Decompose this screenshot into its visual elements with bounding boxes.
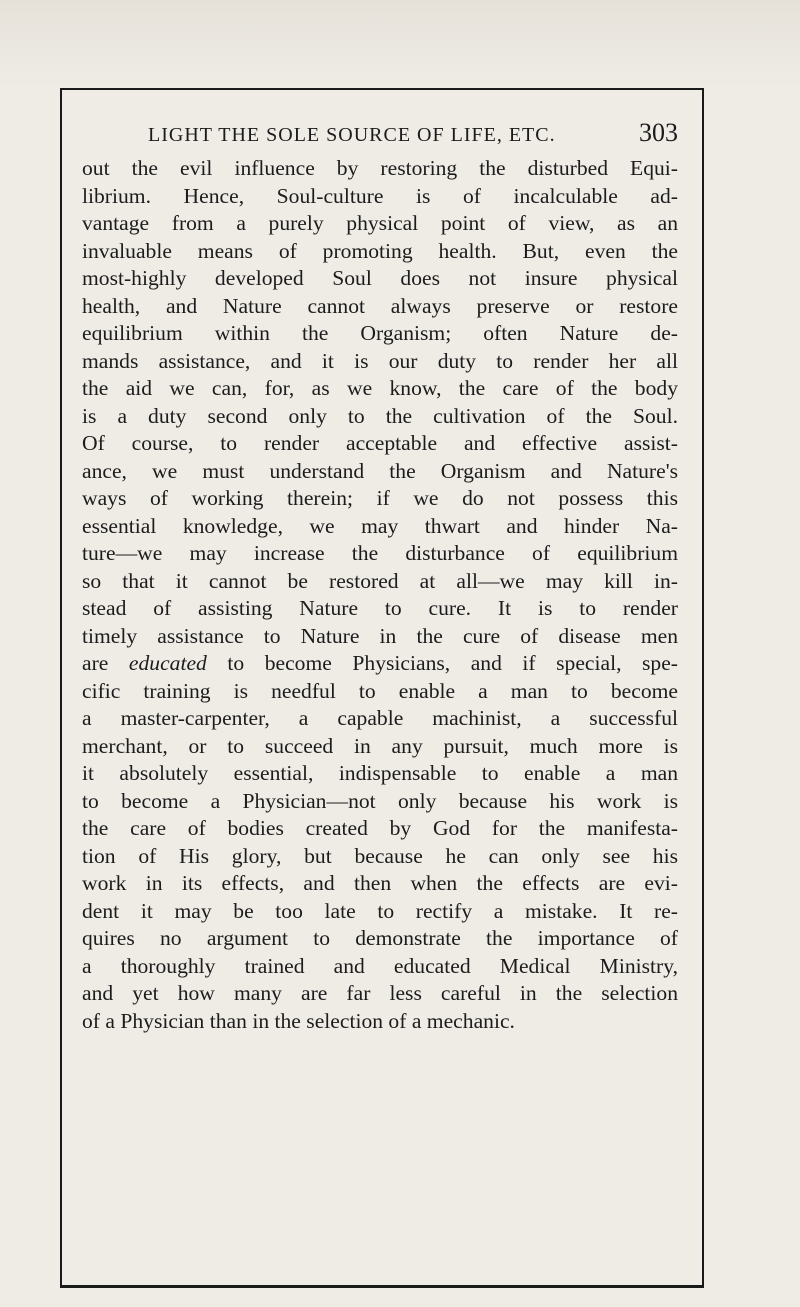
page-gutter-shading <box>0 0 800 90</box>
page-number: 303 <box>639 118 678 147</box>
text-line: stead of assisting Nature to cure. It is to render <box>82 596 678 620</box>
text-line: most-highly developed Soul does not insure physical <box>82 266 678 290</box>
text-line: of a Physician than in the selection of a mechanic. <box>82 1008 515 1033</box>
running-title: LIGHT THE SOLE SOURCE OF LIFE, ETC. <box>148 124 556 146</box>
text-line: invaluable means of promoting health. But, even the <box>82 238 678 263</box>
text-line: the care of bodies created by God for the manifesta- <box>82 816 678 840</box>
text-line: ture—we may increase the disturbance of equilibrium <box>82 541 678 565</box>
text-line: dent it may be too late to rectify a mistake. It re- <box>82 898 678 923</box>
text-line: equilibrium within the Organism; often Nature de- <box>82 321 678 345</box>
text-line-with-emphasis <box>82 650 678 678</box>
emphasized-word: educated <box>128 651 207 675</box>
body-paragraph <box>82 155 678 1035</box>
text-line: it absolutely essential, indispensable to enable a man <box>82 761 678 785</box>
text-line: merchant, or to succeed in any pursuit, much more is <box>82 733 678 758</box>
text-line: librium. Hence, Soul-culture is of incalculable ad- <box>82 183 678 208</box>
text-line: timely assistance to Nature in the cure of disease men <box>82 623 678 648</box>
text-line: a thoroughly trained and educated Medical Ministry, <box>82 953 678 978</box>
text-line: vantage from a purely physical point of view, as an <box>82 211 678 235</box>
text-line: tion of His glory, but because he can only see his <box>82 843 678 868</box>
text-line: health, and Nature cannot always preserve or restore <box>82 293 678 318</box>
running-header <box>148 118 678 152</box>
text-line: out the evil influence by restoring the disturbed Equi- <box>82 156 678 180</box>
text-line: so that it cannot be restored at all—we may kill in- <box>82 568 678 593</box>
text-line: to become a Physician—not only because his work is <box>82 788 678 813</box>
text-line: cific training is needful to enable a man to become <box>82 678 678 703</box>
text-line: the aid we can, for, as we know, the care of the body <box>82 376 678 400</box>
text-fragment: to become Physicians, and if special, spe- <box>227 651 678 675</box>
text-line: mands assistance, and it is our duty to render her all <box>82 348 678 373</box>
text-line: essential knowledge, we may thwart and hinder Na- <box>82 513 678 538</box>
text-line: and yet how many are far less careful in the selection <box>82 981 678 1005</box>
text-line: ways of working therein; if we do not possess this <box>82 486 678 510</box>
text-line: is a duty second only to the cultivation of the Soul. <box>82 403 678 428</box>
text-line: work in its effects, and then when the effects are evi- <box>82 871 678 895</box>
text-line: ance, we must understand the Organism and Nature's <box>82 458 678 483</box>
text-line: a master-carpenter, a capable machinist, a successful <box>82 706 678 730</box>
text-fragment: are <box>82 651 109 675</box>
text-line: quires no argument to demonstrate the importance of <box>82 926 678 950</box>
text-line: Of course, to render acceptable and effective assist- <box>82 431 678 455</box>
